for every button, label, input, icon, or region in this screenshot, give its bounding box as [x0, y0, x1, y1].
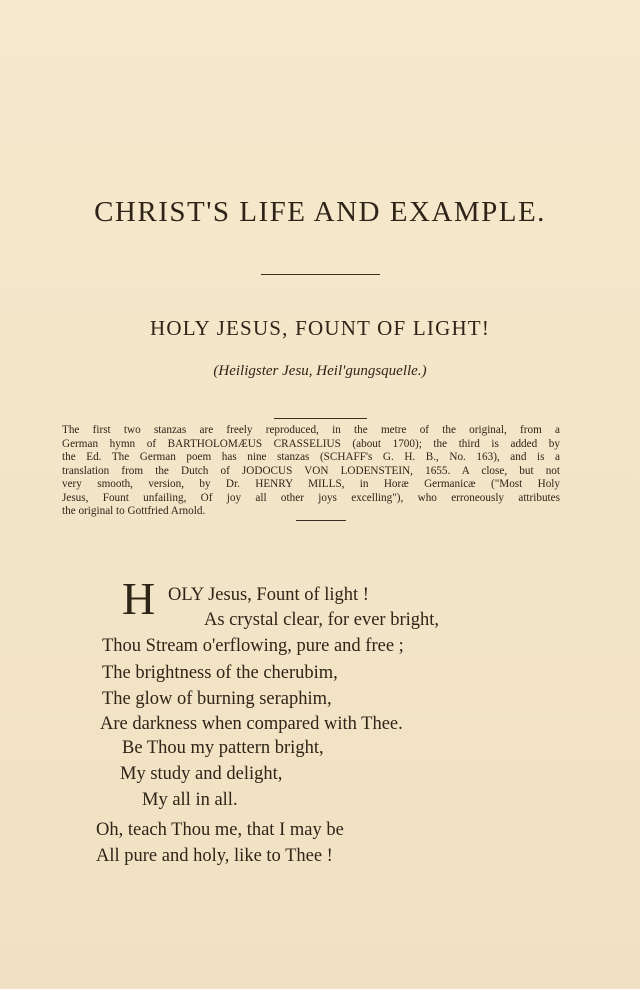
poem-line: My study and delight, — [120, 764, 283, 784]
poem-line: Be Thou my pattern bright, — [122, 738, 324, 758]
poem-line: As crystal clear, for ever bright, — [204, 610, 440, 630]
note-line: the original to Gottfried Arnold. — [62, 505, 206, 517]
note-line: translation from the Dutch of JODOCUS VON LODENSTEIN, 1655. A close, but not — [62, 464, 560, 477]
poem-line: Oh, teach Thou me, that I may be — [96, 820, 344, 840]
poem-line: My all in all. — [142, 790, 238, 810]
poem-line: The glow of burning seraphim, — [102, 689, 332, 709]
divider-rule-small — [296, 520, 346, 521]
poem-line: Are darkness when compared with Thee. — [100, 714, 403, 734]
hymn-title: HOLY JESUS, FOUNT OF LIGHT! — [149, 316, 491, 340]
divider-rule-middle — [274, 418, 367, 419]
hymn-note — [62, 424, 560, 519]
note-line: the Ed. The German poem has nine stanzas (SCHAFF's G. H. B., No. 163), and is a — [62, 451, 560, 463]
note-line: The first two stanzas are freely reproduced, in the metre of the original, from a — [62, 424, 560, 436]
section-title: CHRIST'S LIFE AND EXAMPLE. — [94, 196, 546, 228]
note-line: German hymn of BARTHOLOMÆUS CRASSELIUS (about 1700); the third is added by — [62, 437, 560, 450]
note-line: Jesus, Fount unfailing, Of joy all other joys excelling"), who erroneously attributes — [62, 491, 560, 504]
poem-line: All pure and holy, like to Thee ! — [96, 846, 333, 866]
drop-cap: H — [122, 573, 156, 624]
poem-line: Thou Stream o'erflowing, pure and free ; — [102, 636, 404, 656]
divider-rule-top — [261, 274, 380, 275]
original-title: (Heiligster Jesu, Heil'gungsquelle.) — [213, 363, 427, 379]
note-line: very smooth, version, by Dr. HENRY MILLS, in Horæ Germanicæ ("Most Holy — [62, 478, 560, 490]
poem-first-line: OLY Jesus, Fount of light ! — [168, 585, 369, 605]
poem-line: The brightness of the cherubim, — [102, 663, 338, 683]
